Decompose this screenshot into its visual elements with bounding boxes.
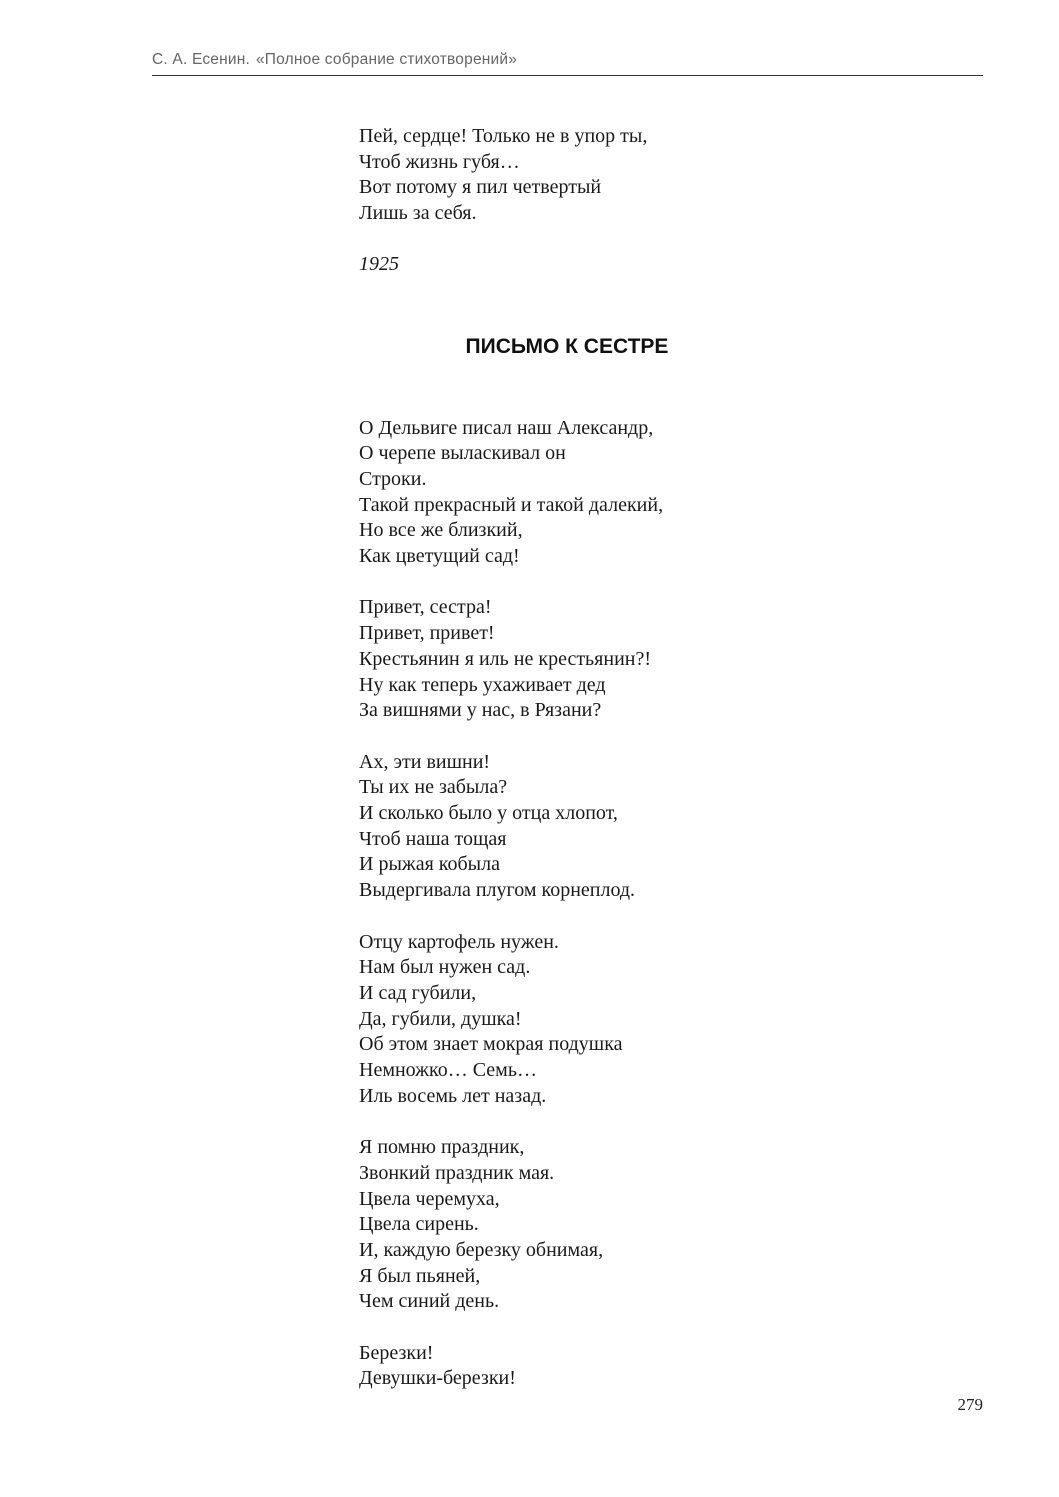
running-header bbox=[152, 50, 983, 76]
verse-line: Чтоб наша тощая bbox=[359, 827, 507, 850]
header-author: С. А. Есенин. bbox=[152, 51, 250, 68]
stanza-1 bbox=[359, 416, 879, 570]
verse-line: Звонкий праздник мая. bbox=[359, 1161, 555, 1184]
stanza-6 bbox=[359, 1341, 879, 1392]
verse-line: Выдергивала плугом корнеплод. bbox=[359, 879, 636, 902]
poem-year: 1925 bbox=[359, 252, 399, 275]
verse-line: Вот потому я пил четвертый bbox=[359, 176, 602, 199]
stanza-3 bbox=[359, 750, 879, 904]
verse-line: Но все же близкий, bbox=[359, 519, 523, 542]
verse-line: Чем синий день. bbox=[359, 1290, 500, 1313]
stanza-2 bbox=[359, 595, 879, 724]
verse-line: Иль восемь лет назад. bbox=[359, 1084, 547, 1107]
verse-line: И сколько было у отца хлопот, bbox=[359, 802, 618, 825]
verse-line: Привет, сестра! bbox=[359, 596, 492, 619]
verse-line: И сад губили, bbox=[359, 981, 477, 1004]
verse-line: Строки. bbox=[359, 467, 427, 490]
verse-line: Чтоб жизнь губя… bbox=[359, 150, 520, 173]
previous-poem-stanza bbox=[359, 124, 879, 227]
poem-title: ПИСЬМО К СЕСТРЕ bbox=[465, 334, 669, 358]
verse-line: Цвела черемуха, bbox=[359, 1187, 500, 1210]
header-book-title: «Полное собрание стихотворений» bbox=[255, 51, 518, 68]
page-number: 279 bbox=[957, 1395, 983, 1414]
verse-line: За вишнями у нас, в Рязани? bbox=[359, 699, 602, 722]
verse-line: Такой прекрасный и такой далекий, bbox=[359, 493, 664, 516]
verse-line: Да, губили, душка! bbox=[359, 1007, 522, 1030]
verse-line: Лишь за себя. bbox=[359, 202, 477, 225]
verse-line: Как цветущий сад! bbox=[359, 545, 520, 568]
verse-line: Цвела сирень. bbox=[359, 1213, 479, 1236]
stanza-5 bbox=[359, 1135, 879, 1315]
verse-line: И, каждую березку обнимая, bbox=[359, 1238, 604, 1261]
verse-line: Нам был нужен сад. bbox=[359, 956, 531, 979]
verse-line: И рыжая кобыла bbox=[359, 853, 500, 876]
verse-line: Отцу картофель нужен. bbox=[359, 930, 559, 953]
verse-line: О черепе выласкивал он bbox=[359, 442, 566, 465]
verse-line: Об этом знает мокрая подушка bbox=[359, 1033, 623, 1056]
stanza-4 bbox=[359, 930, 879, 1110]
verse-line: Я был пьяней, bbox=[359, 1264, 481, 1287]
verse-line: Я помню праздник, bbox=[359, 1136, 525, 1159]
verse-line: О Дельвиге писал наш Александр, bbox=[359, 416, 654, 439]
verse-line: Березки! bbox=[359, 1341, 434, 1364]
page-content bbox=[359, 124, 879, 1392]
verse-line: Пей, сердце! Только не в упор ты, bbox=[359, 125, 648, 147]
verse-line: Ты их не забыла? bbox=[359, 776, 508, 799]
verse-line: Ах, эти вишни! bbox=[359, 750, 491, 773]
verse-line: Немножко… Семь… bbox=[359, 1059, 537, 1082]
verse-line: Привет, привет! bbox=[359, 622, 495, 645]
verse-line: Ну как теперь ухаживает дед bbox=[359, 673, 606, 696]
verse-line: Крестьянин я иль не крестьянин?! bbox=[359, 647, 652, 670]
verse-line: Девушки-березки! bbox=[359, 1367, 516, 1390]
